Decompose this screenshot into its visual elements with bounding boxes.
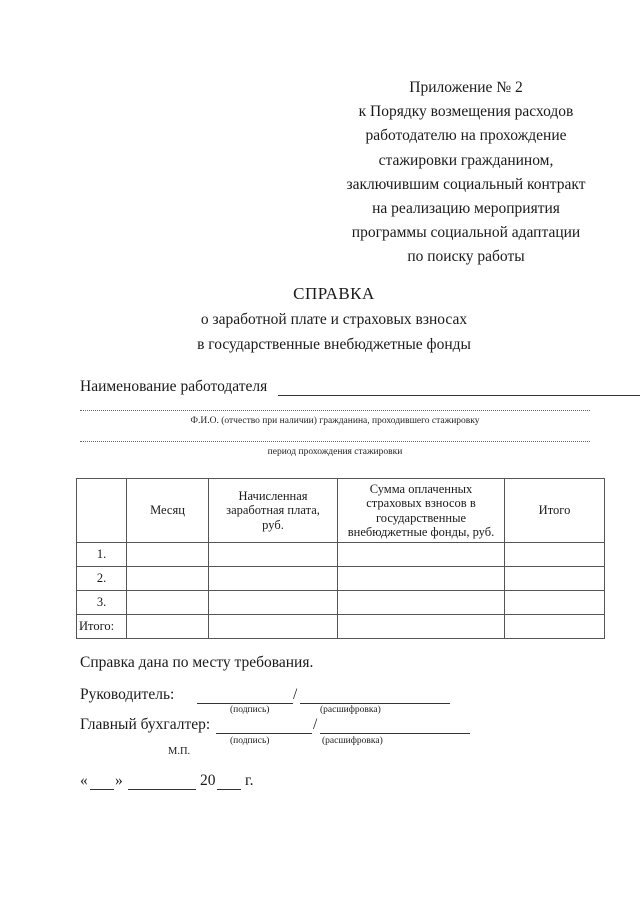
- accountant-signature-caption: (подпись): [230, 736, 270, 746]
- table-cell[interactable]: [209, 615, 338, 639]
- date-year-suffix: г.: [245, 772, 254, 789]
- date-month-line[interactable]: [128, 789, 196, 790]
- header-cell-total: Итого: [505, 479, 605, 543]
- row-number-cell: 1.: [77, 543, 127, 567]
- accountant-slash: /: [313, 716, 318, 733]
- table-cell[interactable]: [127, 591, 209, 615]
- appendix-line: к Порядку возмещения расходов: [358, 103, 574, 121]
- table-cell[interactable]: [338, 543, 505, 567]
- appendix-line: на реализацию мероприятия: [372, 200, 560, 218]
- table-total-row: [77, 615, 605, 639]
- appendix-line: по поиску работы: [407, 248, 525, 266]
- period-line[interactable]: [80, 441, 590, 442]
- date-open-quote: «: [80, 772, 88, 789]
- issued-text: Справка дана по месту требования.: [80, 654, 314, 671]
- table-row: [77, 591, 605, 615]
- stamp-label: М.П.: [168, 746, 191, 757]
- employer-underline: [278, 395, 640, 396]
- director-slash: /: [293, 686, 298, 703]
- table-row: [77, 543, 605, 567]
- date-day-line[interactable]: [90, 789, 114, 790]
- table-cell[interactable]: [505, 543, 605, 567]
- table-cell[interactable]: [505, 567, 605, 591]
- document-subtitle: [0, 308, 640, 357]
- fio-line[interactable]: [80, 410, 590, 411]
- accountant-signature-line[interactable]: [216, 733, 312, 734]
- appendix-line: работодателю на прохождение: [365, 127, 567, 145]
- table-header-row: [77, 479, 605, 543]
- appendix-line: программы социальной адаптации: [351, 224, 581, 242]
- row-number-cell: 3.: [77, 591, 127, 615]
- accountant-decode-caption: (расшифровка): [322, 736, 383, 746]
- salary-table: [76, 478, 605, 639]
- table-cell[interactable]: [127, 615, 209, 639]
- table-cell[interactable]: [338, 591, 505, 615]
- director-decode-line[interactable]: [300, 703, 450, 704]
- header-cell-salary: Начисленная заработная плата, руб.: [209, 479, 338, 543]
- appendix-header: [300, 76, 632, 270]
- table-cell[interactable]: [338, 567, 505, 591]
- date-year-prefix: 20: [200, 772, 216, 789]
- fio-caption: Ф.И.О. (отчество при наличии) гражданина, проходившего стажировку: [190, 416, 480, 426]
- accountant-label: Главный бухгалтер:: [80, 716, 211, 733]
- employer-label: Наименование работодателя: [80, 378, 268, 395]
- table-cell[interactable]: [505, 615, 605, 639]
- appendix-line: заключившим социальный контракт: [346, 175, 586, 193]
- director-decode-caption: (расшифровка): [320, 705, 381, 715]
- header-cell-month: Месяц: [127, 479, 209, 543]
- table-cell[interactable]: [338, 615, 505, 639]
- director-signature-line[interactable]: [197, 703, 293, 704]
- header-cell-number: [77, 479, 127, 543]
- table-cell[interactable]: [505, 591, 605, 615]
- accountant-decode-line[interactable]: [320, 733, 470, 734]
- director-signature-caption: (подпись): [230, 705, 270, 715]
- table-cell[interactable]: [127, 567, 209, 591]
- date-close-quote: »: [115, 772, 123, 789]
- row-total-label: Итого:: [77, 615, 127, 639]
- subtitle-line: в государственные внебюджетные фонды: [197, 335, 471, 353]
- table-cell[interactable]: [209, 543, 338, 567]
- subtitle-line: о заработной плате и страховых взносах: [200, 311, 468, 328]
- employer-field[interactable]: [80, 378, 267, 396]
- appendix-line: Приложение № 2: [409, 79, 523, 96]
- table-cell[interactable]: [209, 591, 338, 615]
- director-label: Руководитель:: [80, 686, 175, 703]
- appendix-line: стажировки гражданином,: [378, 151, 554, 169]
- table-cell[interactable]: [127, 543, 209, 567]
- table-row: [77, 567, 605, 591]
- document-title: СПРАВКА: [293, 284, 375, 303]
- row-number-cell: 2.: [77, 567, 127, 591]
- period-caption: период прохождения стажировки: [267, 447, 403, 457]
- header-cell-contributions: Сумма оплаченных страховых взносов в государственные внебюджетные фонды, руб.: [338, 479, 505, 543]
- date-year-line[interactable]: [217, 789, 241, 790]
- table-cell[interactable]: [209, 567, 338, 591]
